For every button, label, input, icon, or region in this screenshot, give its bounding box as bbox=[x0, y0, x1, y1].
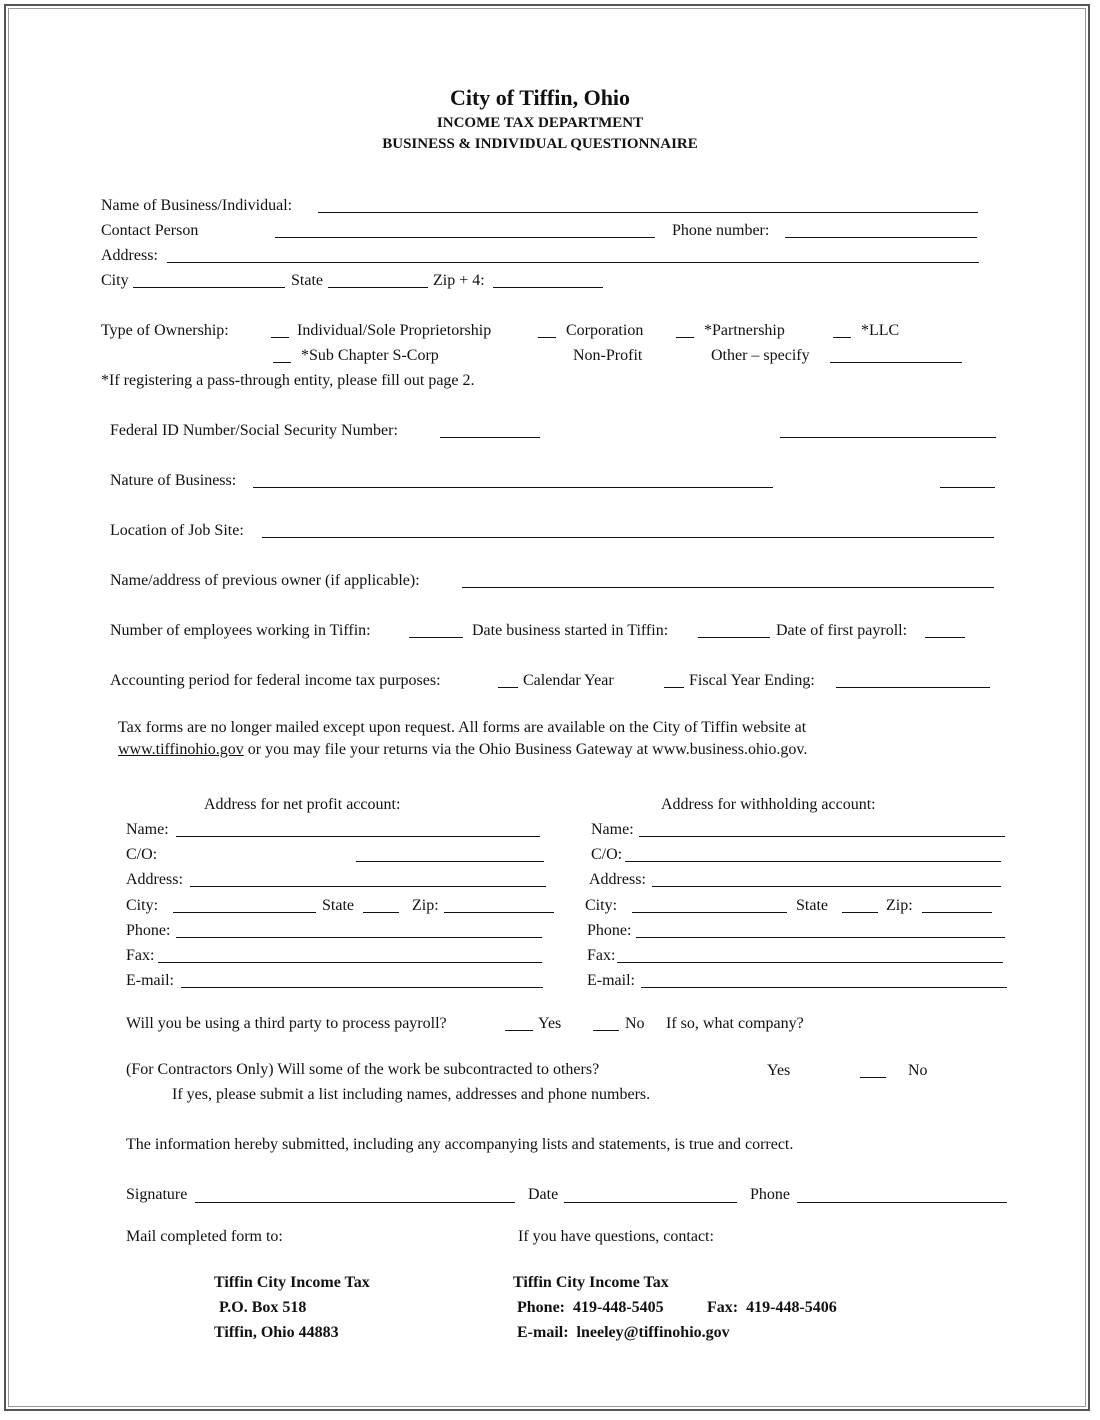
wh-zip-label: Zip: bbox=[886, 897, 913, 914]
fein-label: Federal ID Number/Social Security Number: bbox=[110, 422, 398, 439]
website-link[interactable]: www.tiffinohio.gov bbox=[118, 741, 244, 758]
np-address-label: Address: bbox=[126, 871, 183, 888]
third-party-no-label: No bbox=[625, 1015, 645, 1032]
submit-list-note: If yes, please submit a list including names, addresses and phone numbers. bbox=[172, 1086, 651, 1103]
phone-field[interactable] bbox=[785, 237, 977, 238]
np-city-field[interactable] bbox=[173, 912, 316, 913]
wh-email-field[interactable] bbox=[641, 987, 1007, 988]
np-address-field[interactable] bbox=[190, 886, 546, 887]
withholding-heading: Address for withholding account: bbox=[661, 796, 876, 813]
partnership-checkbox[interactable] bbox=[676, 337, 694, 338]
wh-state-field[interactable] bbox=[842, 912, 878, 913]
calendar-checkbox[interactable] bbox=[498, 687, 518, 688]
scorp-checkbox[interactable] bbox=[273, 362, 291, 363]
questions-contact-label: If you have questions, contact: bbox=[518, 1228, 714, 1245]
state-field[interactable] bbox=[328, 287, 428, 288]
prev-owner-field[interactable] bbox=[462, 587, 994, 588]
date-field[interactable] bbox=[564, 1202, 737, 1203]
corporation-option: Corporation bbox=[566, 322, 644, 339]
pass-through-note: *If registering a pass-through entity, please fill out page 2. bbox=[101, 372, 475, 389]
np-state-field[interactable] bbox=[363, 912, 399, 913]
wh-email-label: E-mail: bbox=[587, 972, 635, 989]
nature-field-end[interactable] bbox=[940, 487, 995, 488]
wh-city-field[interactable] bbox=[632, 912, 787, 913]
date-label: Date bbox=[528, 1186, 559, 1203]
sign-phone-label: Phone bbox=[750, 1186, 790, 1203]
name-field[interactable] bbox=[318, 212, 978, 213]
wh-phone-field[interactable] bbox=[636, 937, 1005, 938]
fein-field-end[interactable] bbox=[780, 437, 996, 438]
jobsite-field[interactable] bbox=[262, 537, 994, 538]
contact-field[interactable] bbox=[275, 237, 655, 238]
np-fax-field[interactable] bbox=[158, 962, 542, 963]
mail-office-name: Tiffin City Income Tax bbox=[214, 1274, 370, 1291]
wh-state-label: State bbox=[796, 897, 828, 914]
mail-po-box: P.O. Box 518 bbox=[219, 1299, 307, 1316]
contractors-question: (For Contractors Only) Will some of the work be subcontracted to others? bbox=[126, 1061, 600, 1078]
np-phone-field[interactable] bbox=[176, 937, 542, 938]
np-phone-label: Phone: bbox=[126, 922, 171, 939]
corporation-checkbox[interactable] bbox=[538, 337, 556, 338]
phone-label: Phone number: bbox=[672, 222, 770, 239]
contact-email[interactable]: lneeley@tiffinohio.gov bbox=[576, 1324, 730, 1341]
department-heading: INCOME TAX DEPARTMENT bbox=[436, 115, 644, 131]
scorp-option: *Sub Chapter S-Corp bbox=[301, 347, 439, 364]
contact-phone-line bbox=[517, 1298, 664, 1318]
prev-owner-label: Name/address of previous owner (if applicable): bbox=[110, 572, 420, 589]
fiscal-checkbox[interactable] bbox=[664, 687, 684, 688]
fein-field[interactable] bbox=[440, 437, 540, 438]
wh-name-field[interactable] bbox=[639, 836, 1005, 837]
city-field[interactable] bbox=[133, 287, 285, 288]
nonprofit-option: Non-Profit bbox=[573, 347, 643, 364]
contact-fax-label: Fax: bbox=[707, 1299, 739, 1316]
zip-field[interactable] bbox=[493, 287, 603, 288]
np-co-label: C/O: bbox=[126, 846, 158, 863]
wh-city-label: City: bbox=[585, 897, 618, 914]
address-label: Address: bbox=[101, 247, 158, 264]
city-label: City bbox=[101, 272, 129, 289]
wh-fax-label: Fax: bbox=[587, 947, 616, 964]
notice-line-2 bbox=[118, 740, 807, 760]
np-fax-label: Fax: bbox=[126, 947, 155, 964]
np-zip-label: Zip: bbox=[412, 897, 439, 914]
np-zip-field[interactable] bbox=[444, 912, 554, 913]
wh-phone-label: Phone: bbox=[587, 922, 632, 939]
contact-office-name: Tiffin City Income Tax bbox=[513, 1274, 669, 1291]
llc-checkbox[interactable] bbox=[833, 337, 851, 338]
wh-address-label: Address: bbox=[589, 871, 646, 888]
jobsite-label: Location of Job Site: bbox=[110, 522, 244, 539]
individual-option: Individual/Sole Proprietorship bbox=[297, 322, 492, 339]
first-payroll-label: Date of first payroll: bbox=[776, 622, 908, 639]
first-payroll-field[interactable] bbox=[925, 637, 965, 638]
np-email-field[interactable] bbox=[181, 987, 543, 988]
zip-label: Zip + 4: bbox=[433, 272, 485, 289]
third-party-no-checkbox[interactable] bbox=[593, 1030, 619, 1031]
wh-fax-field[interactable] bbox=[617, 962, 1003, 963]
date-started-field[interactable] bbox=[698, 637, 770, 638]
mail-city: Tiffin, Ohio 44883 bbox=[214, 1324, 339, 1341]
contact-email-line bbox=[517, 1323, 730, 1343]
contractors-no-label: No bbox=[908, 1062, 928, 1079]
page-title: City of Tiffin, Ohio bbox=[449, 85, 631, 110]
np-name-field[interactable] bbox=[176, 836, 540, 837]
date-started-label: Date business started in Tiffin: bbox=[472, 622, 669, 639]
address-field[interactable] bbox=[167, 262, 979, 263]
np-name-label: Name: bbox=[126, 821, 169, 838]
contractors-no-checkbox[interactable] bbox=[860, 1077, 886, 1078]
accounting-label: Accounting period for federal income tax purposes: bbox=[110, 672, 441, 689]
wh-address-field[interactable] bbox=[652, 886, 1001, 887]
net-profit-heading: Address for net profit account: bbox=[204, 796, 401, 813]
mail-to-label: Mail completed form to: bbox=[126, 1228, 283, 1245]
fiscal-option: Fiscal Year Ending: bbox=[689, 672, 815, 689]
wh-name-label: Name: bbox=[591, 821, 634, 838]
wh-co-field[interactable] bbox=[625, 861, 1001, 862]
third-party-question: Will you be using a third party to process payroll? bbox=[126, 1015, 447, 1032]
np-email-label: E-mail: bbox=[126, 972, 174, 989]
notice-line-1: Tax forms are no longer mailed except upon request. All forms are available on the City of Tiffin website at bbox=[118, 719, 807, 736]
ownership-label: Type of Ownership: bbox=[101, 322, 229, 339]
contact-email-label: E-mail: bbox=[517, 1324, 569, 1341]
other-option: Other – specify bbox=[711, 347, 810, 364]
sign-phone-field[interactable] bbox=[797, 1202, 1007, 1203]
form-heading: BUSINESS & INDIVIDUAL QUESTIONNAIRE bbox=[382, 136, 698, 152]
other-specify-field[interactable] bbox=[830, 362, 962, 363]
signature-label: Signature bbox=[126, 1186, 188, 1203]
third-party-yes-label: Yes bbox=[538, 1015, 562, 1032]
wh-co-label: C/O: bbox=[591, 846, 623, 863]
nature-label: Nature of Business: bbox=[110, 472, 237, 489]
name-label: Name of Business/Individual: bbox=[101, 197, 293, 214]
third-party-yes-checkbox[interactable] bbox=[505, 1030, 533, 1031]
contact-fax-line bbox=[707, 1298, 837, 1318]
np-state-label: State bbox=[322, 897, 354, 914]
employees-field[interactable] bbox=[409, 637, 463, 638]
individual-checkbox[interactable] bbox=[271, 337, 289, 338]
state-label: State bbox=[291, 272, 323, 289]
certification-statement: The information hereby submitted, including any accompanying lists and statements, is true and correct. bbox=[126, 1136, 794, 1153]
contact-phone: 419-448-5405 bbox=[573, 1299, 664, 1316]
llc-option: *LLC bbox=[861, 322, 900, 339]
contractors-yes-label: Yes bbox=[767, 1062, 791, 1079]
signature-field[interactable] bbox=[195, 1202, 515, 1203]
employees-label: Number of employees working in Tiffin: bbox=[110, 622, 371, 639]
calendar-option: Calendar Year bbox=[523, 672, 614, 689]
np-city-label: City: bbox=[126, 897, 159, 914]
notice-line-2-text: or you may file your returns via the Ohio Business Gateway at www.business.ohio.gov. bbox=[243, 741, 808, 758]
fiscal-field[interactable] bbox=[836, 687, 990, 688]
which-company-label: If so, what company? bbox=[666, 1015, 804, 1032]
wh-zip-field[interactable] bbox=[922, 912, 992, 913]
nature-field[interactable] bbox=[253, 487, 773, 488]
contact-phone-label: Phone: bbox=[517, 1299, 565, 1316]
partnership-option: *Partnership bbox=[704, 322, 785, 339]
contact-fax: 419-448-5406 bbox=[746, 1299, 837, 1316]
contact-label: Contact Person bbox=[101, 222, 199, 239]
np-co-field[interactable] bbox=[356, 861, 544, 862]
